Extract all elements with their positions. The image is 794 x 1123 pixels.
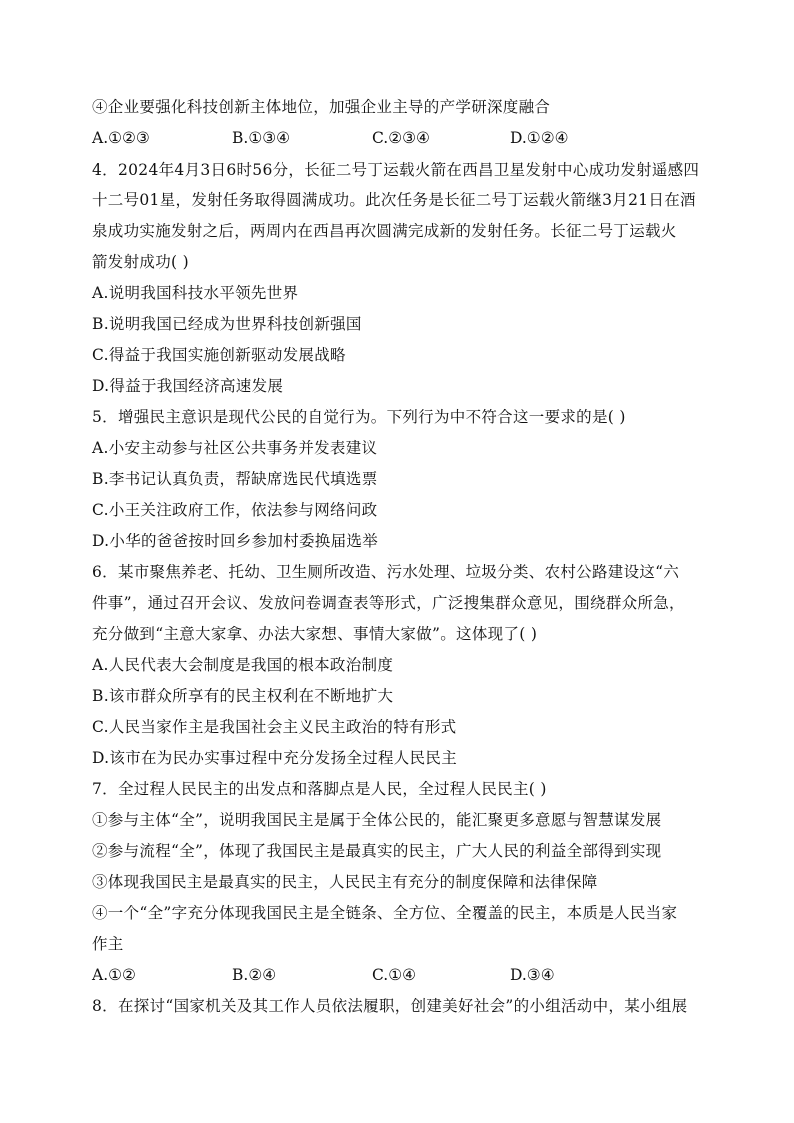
q5-option-c[interactable]: C.小王关注政府工作，依法参与网络问政 [92,501,378,519]
q7-item-4: ④一个“全”字充分体现我国民主是全链条、全方位、全覆盖的民主，本质是人民当家 [92,904,678,922]
q3-option-d[interactable]: D.①②④ [510,129,569,147]
q6-option-c[interactable]: C.人民当家作主是我国社会主义民主政治的特有形式 [92,718,457,736]
q7-option-b[interactable]: B.②④ [232,966,277,984]
q4-option-d[interactable]: D.得益于我国经济高速发展 [92,377,284,395]
q7-item-3: ③体现我国民主是最真实的民主，人民民主有充分的制度保障和法律保障 [92,873,598,891]
q4-option-c[interactable]: C.得益于我国实施创新驱动发展战略 [92,346,346,364]
q7-stem: 7．全过程人民民主的出发点和落脚点是人民，全过程人民民主( ) [92,780,547,798]
q8-stem: 8．在探讨“国家机关及其工作人员依法履职，创建美好社会”的小组活动中，某小组展 [92,997,688,1015]
q7-option-c[interactable]: C.①④ [372,966,417,984]
q5-option-d[interactable]: D.小华的爸爸按时回乡参加村委换届选举 [92,532,379,550]
q4-option-b[interactable]: B.说明我国已经成为世界科技创新强国 [92,315,362,333]
q7-item-2: ②参与流程“全”，体现了我国民主是最真实的民主，广大人民的利益全部得到实现 [92,842,662,860]
q4-stem-line-4: 箭发射成功( ) [92,253,189,271]
q6-option-d[interactable]: D.该市在为民办实事过程中充分发扬全过程人民民主 [92,749,458,767]
q3-option-b[interactable]: B.①③④ [232,129,291,147]
q6-stem-line-3: 充分做到“主意大家拿、办法大家想、事情大家做”。这体现了( ) [92,625,538,643]
q7-item-1: ①参与主体“全”，说明我国民主是属于全体公民的，能汇聚更多意愿与智慧谋发展 [92,811,662,829]
q3-option-c[interactable]: C.②③④ [372,129,430,147]
q7-option-d[interactable]: D.③④ [510,966,555,984]
q4-stem-line-1: 4．2024年4月3日6时56分，长征二号丁运载火箭在西昌卫星发射中心成功发射遥感四 [92,161,700,179]
q4-stem-line-2: 十二号01星，发射任务取得圆满成功。此次任务是长征二号丁运载火箭继3月21日在酒 [92,191,696,209]
q6-stem-line-2: 件事”，通过召开会议、发放问卷调查表等形式，广泛搜集群众意见，围绕群众所急， [92,594,685,612]
q6-option-a[interactable]: A.人民代表大会制度是我国的根本政治制度 [92,656,394,674]
q7-option-a[interactable]: A.①② [92,966,136,984]
q6-stem-line-1: 6．某市聚焦养老、托幼、卫生厕所改造、污水处理、垃圾分类、农村公路建设这“六 [92,563,680,581]
q4-option-a[interactable]: A.说明我国科技水平领先世界 [92,284,299,302]
q5-stem: 5．增强民主意识是现代公民的自觉行为。下列行为中不符合这一要求的是( ) [92,408,626,426]
q5-option-b[interactable]: B.李书记认真负责，帮缺席选民代填选票 [92,470,378,488]
q5-option-a[interactable]: A.小安主动参与社区公共事务并发表建议 [92,439,378,457]
q4-stem-line-3: 泉成功实施发射之后，两周内在西昌再次圆满完成新的发射任务。长征二号丁运载火 [92,222,677,240]
q7-item-4-continued: 作主 [92,935,124,953]
q3-option-a[interactable]: A.①②③ [92,129,150,147]
q3-item-4: ④企业要强化科技创新主体地位，加强企业主导的产学研深度融合 [92,98,551,116]
q6-option-b[interactable]: B.该市群众所享有的民主权利在不断地扩大 [92,687,394,705]
